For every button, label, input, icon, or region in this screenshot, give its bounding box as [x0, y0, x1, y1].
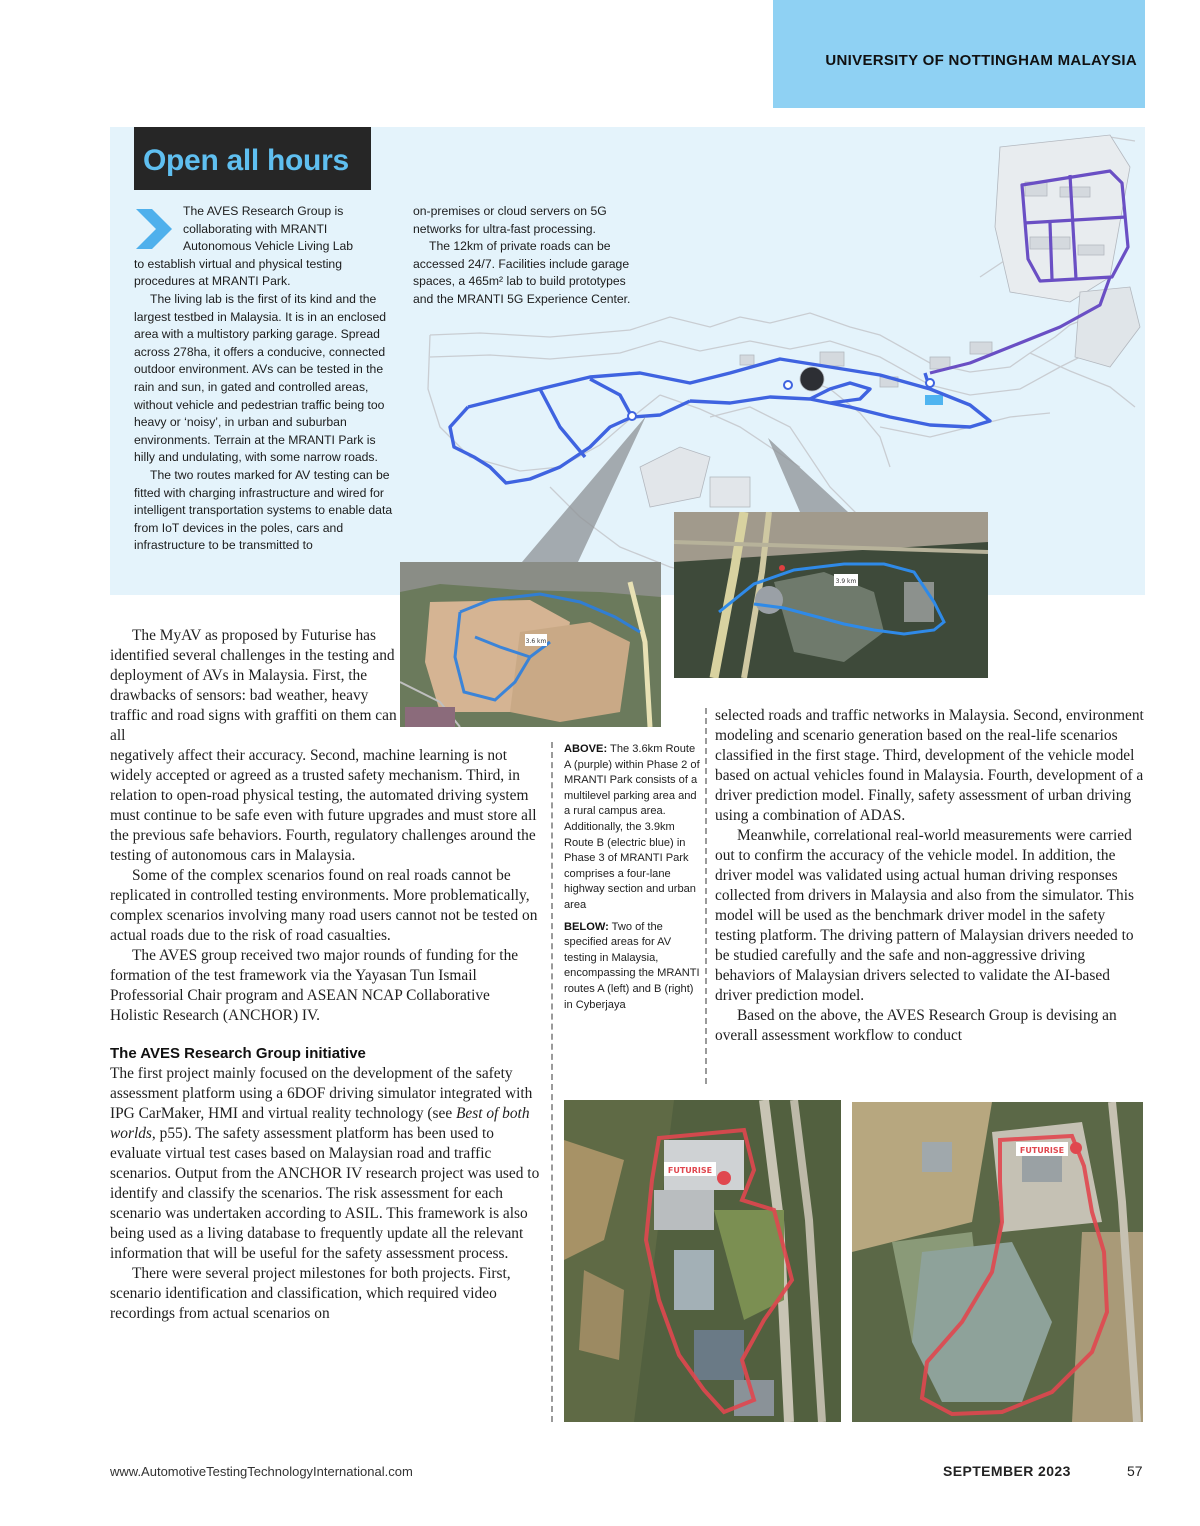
caption-above: [564, 742, 704, 914]
article-column-1-top: [110, 626, 400, 746]
article-para-first-project: [110, 1064, 542, 1264]
article-para-first-project-a: The first project mainly focused on the development of the safety assessment platform using a 6DOF driving simulator integrated with IPG CarMaker, HMI and virtual reality technology (see: [110, 1065, 533, 1122]
route-a-satellite-image: [400, 562, 661, 727]
futurise-route-b-aerial-image: [852, 1102, 1143, 1422]
article-para-myav-start: The MyAV as proposed by Futurise has identified several challenges in the testing and deployment of AVs in Malaysia. First, the drawbacks of sensors: bad weather, heavy traffic and road signs with graffiti on them can all: [110, 627, 397, 744]
footer-page-number: 57: [1127, 1463, 1143, 1479]
article-subhead: The AVES Research Group initiative: [110, 1045, 366, 1062]
caption-below: [564, 920, 704, 1014]
box-column-1: [134, 203, 396, 555]
article-column-2: [715, 706, 1147, 1046]
column-divider-right: [705, 708, 707, 1084]
caption-below-label: BELOW:: [564, 920, 609, 933]
route-a-distance-pin: 3.6 km: [525, 638, 547, 645]
box-col1-line2: collaborating with MRANTI: [183, 221, 328, 236]
article-para-myav-cont: negatively affect their accuracy. Second, machine learning is not widely accepted or agreed as a trusted safety mechanism. Third, in relation to open-road physical testing, the automated driving system must continue to be safe even with future upgrades and must store all the previous safe behaviors. Fourth, regulatory challenges around the testing of autonomous cars in Malaysia.: [110, 747, 537, 864]
article-para-funding: The AVES group received two major rounds of funding for the formation of the test framework via the Yayasan Tun Ismail Professorial Chair program and ASEAN NCAP Collaborative Holistic Research (ANCHOR) IV.: [110, 947, 519, 1024]
caption-below-text: Two of the specified areas for AV testing in Malaysia, encompassing the MRANTI routes A (left) and B (right) in Cyberjaya: [564, 920, 700, 1011]
caption-above-label: ABOVE:: [564, 743, 608, 755]
column-divider-left: [551, 742, 553, 1422]
caption-above-text: The 3.6km Route A (purple) within Phase 2 of MRANTI Park consists of a multilevel parking area and a rural campus area. Additionally, the 3.9km Route B (electric blue) in Phase 3 of MRANTI Park comprises a four-lane highway section and urban area: [564, 743, 700, 911]
route-b-distance-pin: 3.9 km: [835, 578, 857, 585]
futurise-label-a: FUTURISE: [667, 1166, 713, 1175]
box-col1-para1-end: to establish virtual and physical testing procedures at MRANTI Park.: [134, 256, 342, 289]
article-para-first-project-b: , p55). The safety assessment platform has been used to evaluate virtual test cases based on Malaysian road and traffic scenarios. Output from the ANCHOR IV research project was used to identify and classify the scenarios. The risk assessment for each scenario was undertaken according to ASIL. This framework is also being used as a living database to frequently update all the relevant information that will be useful for the safety assessment process.: [110, 1125, 540, 1262]
box-col1-para2: The living lab is the first of its kind and the largest testbed in Malaysia. It is in an enclosed area with a multistory parking garage. Spread across 278ha, it offers a conducive, connected outdoor environment. AVs can be tested in the rain and sun, in gated and controlled areas, without vehicle and pedestrian traffic being too heavy or ‘noisy’, in urban and suburban environments. Terrain at the MRANTI Park is hilly and undulating, with some narrow roads.: [134, 291, 387, 465]
section-header-label: UNIVERSITY OF NOTTINGHAM MALAYSIA: [825, 52, 1137, 69]
futurise-route-a-aerial-image: [564, 1100, 841, 1422]
box-col1-para3: The two routes marked for AV testing can be fitted with charging infrastructure and wired for intelligent transportation systems to enable data from IoT devices in the poles, cars and infrastructure to be transmitted to: [134, 467, 393, 553]
article-para-complex-scenarios: Some of the complex scenarios found on real roads cannot be replicated in controlled testing environments. More problematically, complex scenarios involving many road users cannot not be tested on actual roads due to the risk of road casualties.: [110, 867, 538, 944]
cross-reference: Best of both worlds: [110, 1105, 530, 1142]
figure-caption: [564, 742, 704, 1013]
sidebar-box: [110, 127, 1145, 595]
box-column-2: [413, 203, 641, 309]
box-col1-line3: Autonomous Vehicle Living Lab: [183, 239, 354, 254]
box-title-block: [134, 127, 371, 190]
section-header-tab: [773, 0, 1145, 108]
footer-website-url: www.AutomotiveTestingTechnologyInternational.com: [110, 1464, 413, 1479]
box-col1-line1: The AVES Research Group is: [183, 204, 344, 218]
box-col2-para2: The 12km of private roads can be accessed 24/7. Facilities include garage spaces, a 465m² lab to build prototypes and the MRANTI 5G Experience Center.: [413, 239, 631, 306]
footer-issue-date: SEPTEMBER 2023: [943, 1463, 1071, 1479]
article-para-milestones: There were several project milestones for both projects. First, scenario identification and classification, which required video recordings from actual scenarios on: [110, 1265, 511, 1322]
box-col2-para1: on-premises or cloud servers on 5G networks for ultra-fast processing.: [413, 204, 607, 236]
article-para-milestones-cont: selected roads and traffic networks in Malaysia. Second, environment modeling and scenario generation based on the real-life scenarios classified in the first stage. Third, development of the vehicle model based on actual vehicles found in Malaysia. Fourth, development of a driver prediction model. Finally, safety assessment of urban driving using a combination of ADAS.: [715, 707, 1144, 824]
article-column-1: [110, 746, 542, 1324]
article-para-workflow: Based on the above, the AVES Research Group is devising an overall assessment workflow to conduct: [715, 1007, 1117, 1044]
route-b-satellite-image: [674, 512, 988, 678]
article-para-correlational: Meanwhile, correlational real-world measurements were carried out to confirm the accuracy of the vehicle model. In addition, the driver model was validated using actual human driving responses collected from drivers in Malaysia and also from the simulator. This model will be used as the benchmark driver model in the safety testing platform. The driving pattern of Malaysian drivers needed to be studied carefully and the safe and non-aggressive driving behaviors of Malaysian drivers selected to validate the AI-based driver prediction model.: [715, 827, 1135, 1004]
futurise-label-b: FUTURISE: [1019, 1146, 1065, 1155]
box-title: Open all hours: [143, 144, 349, 177]
